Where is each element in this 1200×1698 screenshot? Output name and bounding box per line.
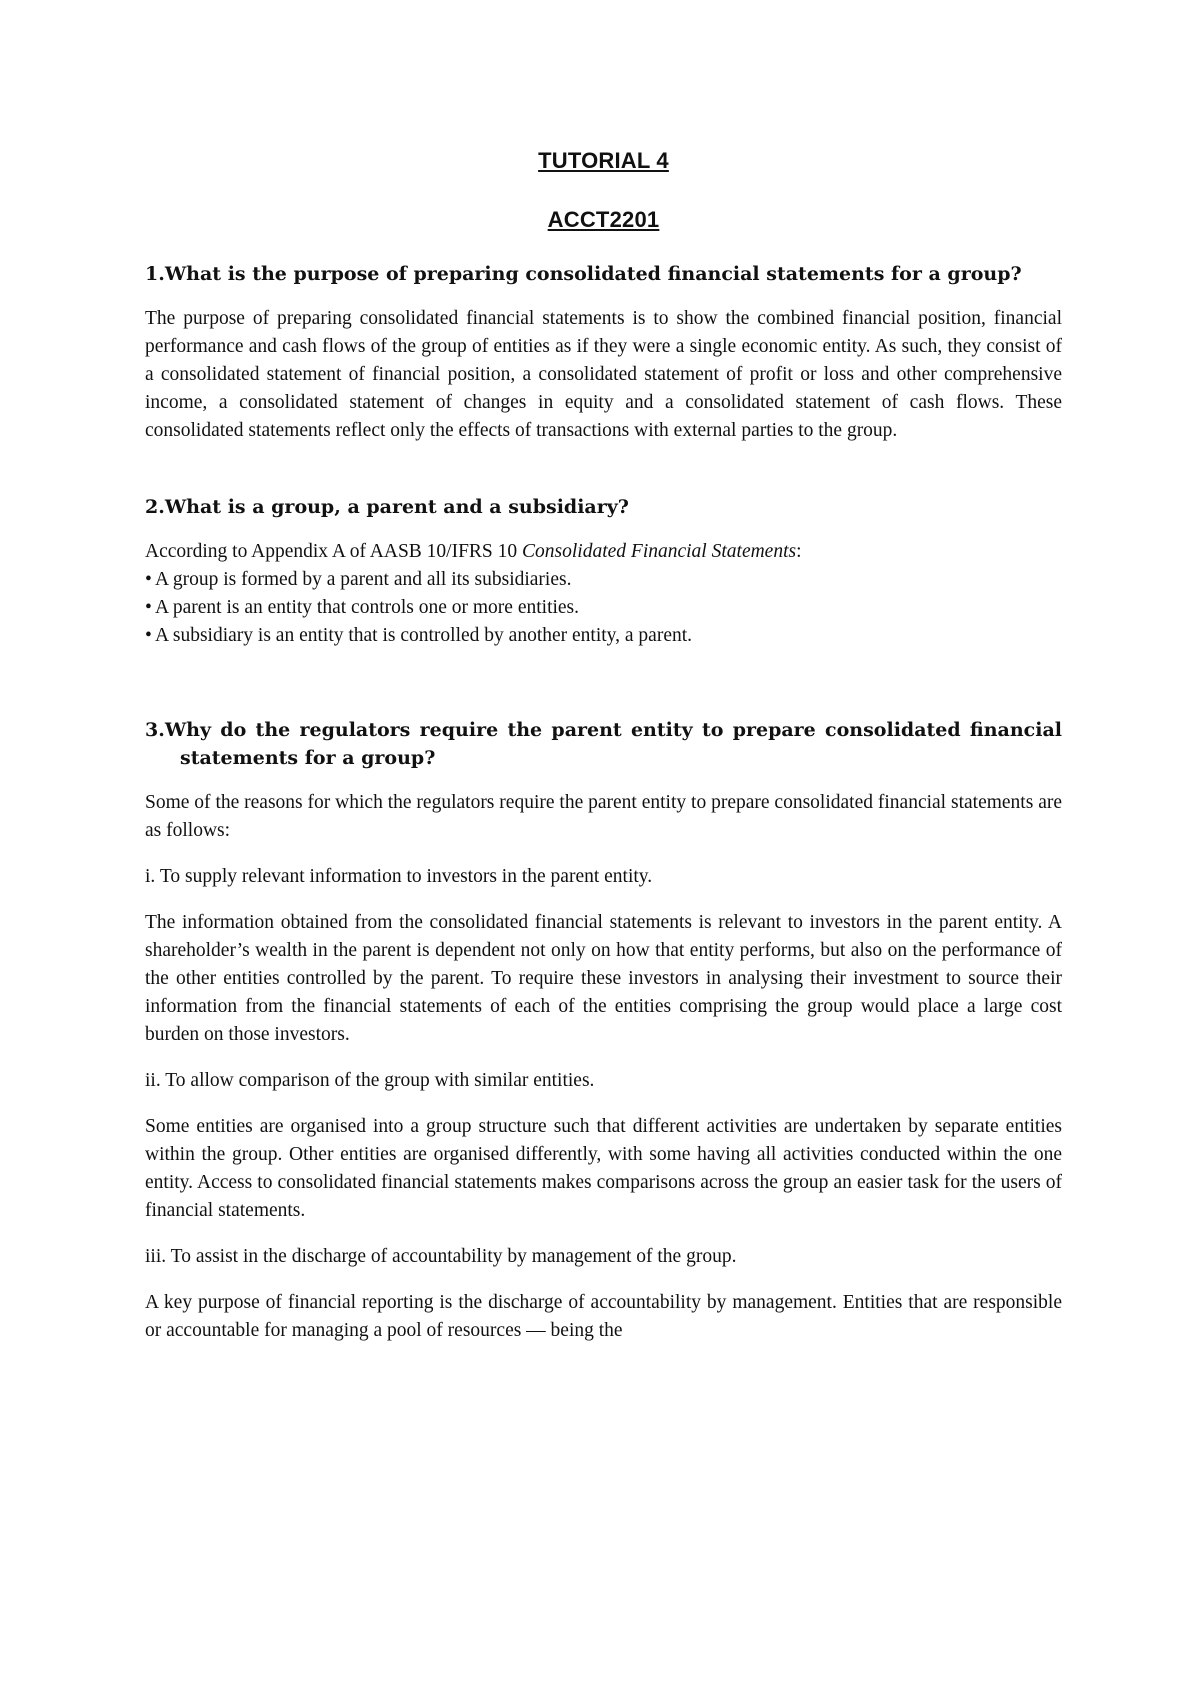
definition-bullet-group <box>145 566 1062 594</box>
reason-3-title: iii. To assist in the discharge of accountability by management of the group. <box>145 1246 737 1267</box>
reason-3-text: A key purpose of financial reporting is the discharge of accountability by management. Entities that are responsible or accountable for managing a pool of resources — being the <box>145 1292 1062 1341</box>
reason-2-title: ii. To allow comparison of the group with similar entities. <box>145 1070 595 1091</box>
standard-title: Consolidated Financial Statements <box>522 541 797 562</box>
question-3-intro: Some of the reasons for which the regulators require the parent entity to prepare consolidated financial statements are as follows: <box>145 792 1062 841</box>
question-1-answer: The purpose of preparing consolidated financial statements is to show the combined financial position, financial performance and cash flows of the group of entities as if they were a single economic entity. As such, they consist of a consolidated statement of financial position, a consolidated statement of profit or loss and other comprehensive income, a consolidated statement of changes in equity and a consolidated statement of cash flows. These consolidated statements reflect only the effects of transactions with external parties to the group. <box>145 308 1062 441</box>
document-title: TUTORIAL 4 <box>538 148 669 173</box>
question-2-intro-text: According to Appendix A of AASB 10/IFRS 10 <box>145 541 523 562</box>
document-body <box>145 148 1062 1363</box>
definition-bullet-parent <box>145 594 1062 622</box>
question-2-heading: 2.What is a group, a parent and a subsidiary? <box>145 496 629 518</box>
bullet-icon: • <box>145 597 152 618</box>
reason-1-title: i. To supply relevant information to investors in the parent entity. <box>145 866 653 887</box>
spacer <box>145 463 1062 493</box>
question-2-intro <box>145 538 1062 566</box>
bullet-text: A group is formed by a parent and all its subsidiaries. <box>155 569 572 590</box>
question-3-heading: 3.Why do the regulators require the parent entity to prepare consolidated financial statements for a group? <box>145 719 1062 769</box>
question-2-intro-colon: : <box>796 541 802 562</box>
bullet-text: A parent is an entity that controls one or more entities. <box>155 597 580 618</box>
question-1-heading: 1.What is the purpose of preparing consolidated financial statements for a group? <box>145 263 1022 285</box>
reason-1-text: The information obtained from the consolidated financial statements is relevant to investors in the parent entity. A shareholder’s wealth in the parent is dependent not only on how that entity performs, but also on the performance of the other entities controlled by the parent. To require these investors in analysing their investment to source their information from the financial statements of each of the entities comprising the group would place a large cost burden on those investors. <box>145 912 1062 1045</box>
bullet-icon: • <box>145 625 152 646</box>
bullet-text: A subsidiary is an entity that is controlled by another entity, a parent. <box>155 625 693 646</box>
course-code: ACCT2201 <box>547 207 660 232</box>
bullet-icon: • <box>145 569 152 590</box>
spacer <box>145 650 1062 716</box>
definition-bullet-subsidiary <box>145 622 1062 650</box>
reason-2-text: Some entities are organised into a group structure such that different activities are undertaken by separate entities within the group. Other entities are organised differently, with some having all activities conducted within the one entity. Access to consolidated financial statements makes comparisons across the group an easier task for the users of financial statements. <box>145 1116 1062 1221</box>
